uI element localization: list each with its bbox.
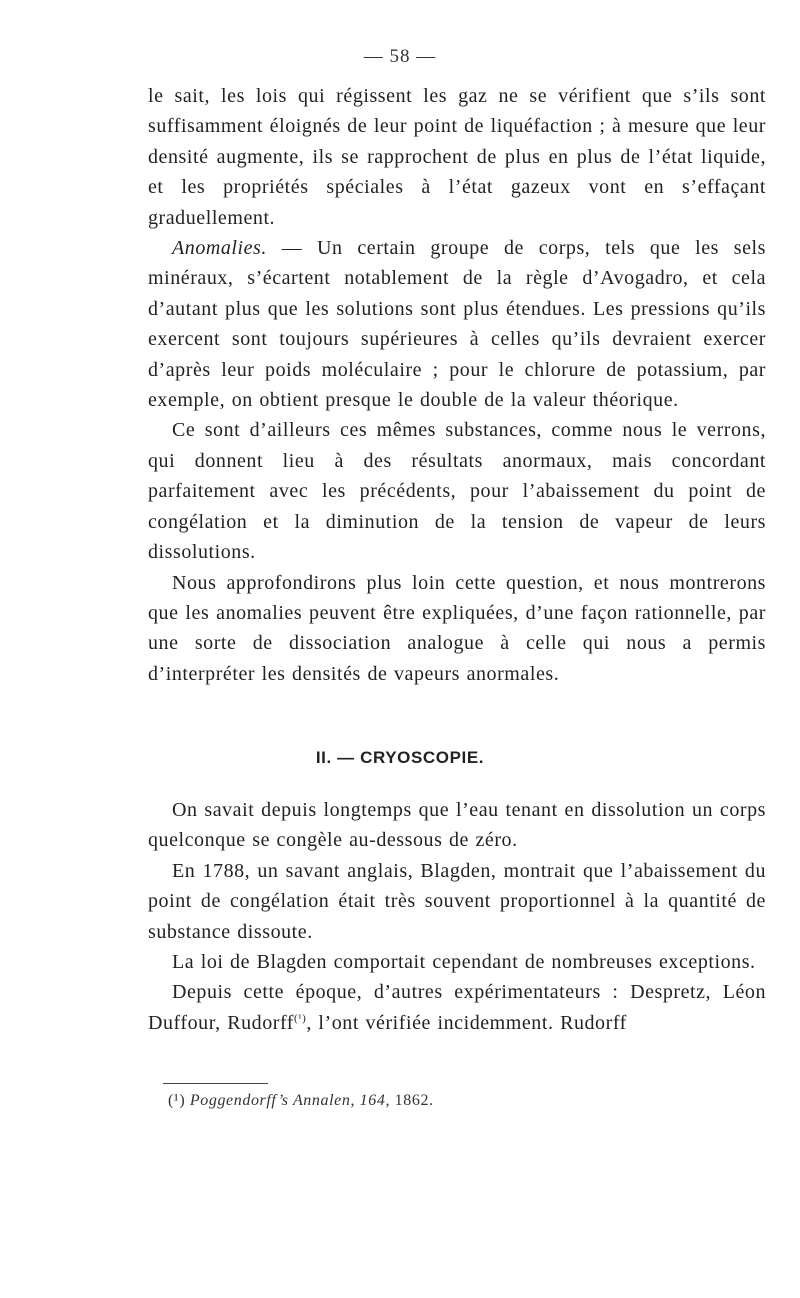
footnote (168, 1092, 434, 1110)
footnote-marker: (¹) (168, 1092, 186, 1109)
paragraph-text: Depuis cette époque, d’autres expérimentateurs : Despretz, Léon Duffour, Rudorff (148, 981, 766, 1034)
body-text-top (148, 81, 766, 689)
footnote-year: 1862. (390, 1092, 434, 1109)
paragraph: Ce sont d’ailleurs ces mêmes substances, comme nous le verrons, qui donnent lieu à des résultats anormaux, mais concordant parfaitement avec les précédents, pour l’abaissement du point de congélation et la diminution de la tension de vapeur de leurs dissolutions. (148, 419, 766, 564)
body-text-bottom (148, 795, 766, 1038)
footnote-divider (163, 1083, 268, 1084)
paragraph-anomalies (148, 233, 766, 415)
paragraph: le sait, les lois qui régissent les gaz ne se vérifient que s’ils sont suffisamment éloignés de leur point de liquéfaction ; à mesure que leur densité augmente, ils se rapprochent de plus en plus de l’état liquide, et les propriétés spéciales à l’état gazeux vont en s’effaçant graduellement. (148, 85, 766, 229)
paragraph: La loi de Blagden comportait cependant de nombreuses exceptions. (172, 951, 756, 974)
paragraph: En 1788, un savant anglais, Blagden, montrait que l’abaissement du point de congélation était très souvent proportionnel à la quantité de substance dissoute. (148, 859, 766, 943)
paragraph-with-footnote-ref (148, 977, 766, 1038)
run-in-heading: Anomalies. (172, 237, 267, 260)
footnote-reference: (¹) (294, 1012, 307, 1025)
paragraph-text: — Un certain groupe de corps, tels que les sels minéraux, s’écartent notablement de la règle d’Avogadro, et cela d’autant plus que les solutions sont plus étendues. Les pressions qu’ils exercent sont toujours supérieures à celles qu’ils devraient exercer d’après leur poids moléculaire ; pour le chlorure de potassium, par exemple, on obtient presque le double de la valeur théorique. (148, 237, 766, 412)
footnote-source: Poggendorff’s Annalen, 164, (189, 1092, 391, 1109)
paragraph: Nous approfondirons plus loin cette question, et nous montrerons que les anomalies peuvent être expliquées, d’une façon rationnelle, par une sorte de dissociation analogue à celle qui nous a permis d’interpréter les densités de vapeurs anormales. (148, 571, 766, 685)
section-heading: II. — CRYOSCOPIE. (315, 748, 485, 767)
paragraph-text: , l’ont vérifiée incidemment. Rudorff (306, 1011, 627, 1034)
paragraph: On savait depuis longtemps que l’eau tenant en dissolution un corps quelconque se congèle au-dessous de zéro. (148, 799, 766, 852)
page-number: — 58 — (363, 46, 437, 67)
